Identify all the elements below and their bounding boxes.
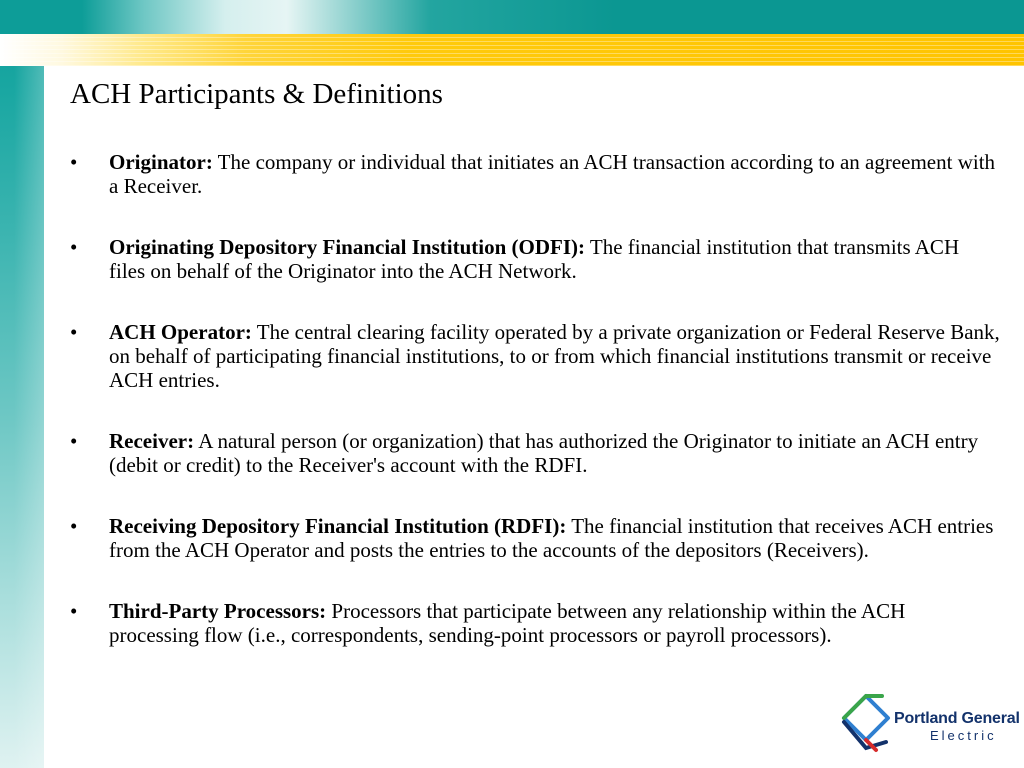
definition-term: Third-Party Processors: <box>109 599 327 623</box>
bullet-icon: • <box>70 599 78 623</box>
left-accent-bar-highlight <box>14 0 44 768</box>
definition-term: Originating Depository Financial Institution (ODFI): <box>109 235 586 259</box>
slide-title: ACH Participants & Definitions <box>70 78 443 110</box>
definition-term: ACH Operator: <box>109 320 252 344</box>
bullet-icon: • <box>70 429 78 453</box>
definition-term: Receiver: <box>109 429 195 453</box>
definition-text: The company or individual that initiates an ACH transaction according to an agreement with a Receiver. <box>109 150 996 198</box>
bullet-icon: • <box>70 514 78 538</box>
definition-text: The financial institution that receives ACH entries from the ACH Operator and posts the entries to the accounts of the depositors (Receivers). <box>109 514 994 562</box>
top-gold-stripes <box>0 34 1024 66</box>
definition-item <box>70 599 1000 647</box>
definition-item <box>70 150 1000 198</box>
left-accent-bar <box>0 0 44 768</box>
logo-line-2: Electric <box>930 728 997 743</box>
definition-term: Originator: <box>109 150 213 174</box>
definition-item <box>70 235 1000 283</box>
logo-line-1: Portland General <box>894 710 1020 727</box>
definition-text: Processors that participate between any relationship within the ACH processing flow (i.e., correspondents, sending-point processors or payroll processors). <box>109 599 906 647</box>
company-logo <box>836 692 1020 758</box>
definition-item <box>70 320 1000 392</box>
pge-logo-icon <box>836 692 896 758</box>
bullet-icon: • <box>70 150 78 174</box>
definition-term: Receiving Depository Financial Institution (RDFI): <box>109 514 567 538</box>
definition-item <box>70 429 1000 477</box>
definition-text: The financial institution that transmits ACH files on behalf of the Originator into the ACH Network. <box>109 235 960 283</box>
top-teal-band <box>0 0 1024 34</box>
definitions-list <box>70 150 1000 684</box>
bullet-icon: • <box>70 235 78 259</box>
definition-item <box>70 514 1000 562</box>
definition-text: A natural person (or organization) that has authorized the Originator to initiate an ACH entry (debit or credit) to the Receiver's account with the RDFI. <box>109 429 979 477</box>
definition-text: The central clearing facility operated by a private organization or Federal Reserve Bank, on behalf of participating financial institutions, to or from which financial institutions transmit or receive ACH entries. <box>109 320 1000 392</box>
bullet-icon: • <box>70 320 78 344</box>
